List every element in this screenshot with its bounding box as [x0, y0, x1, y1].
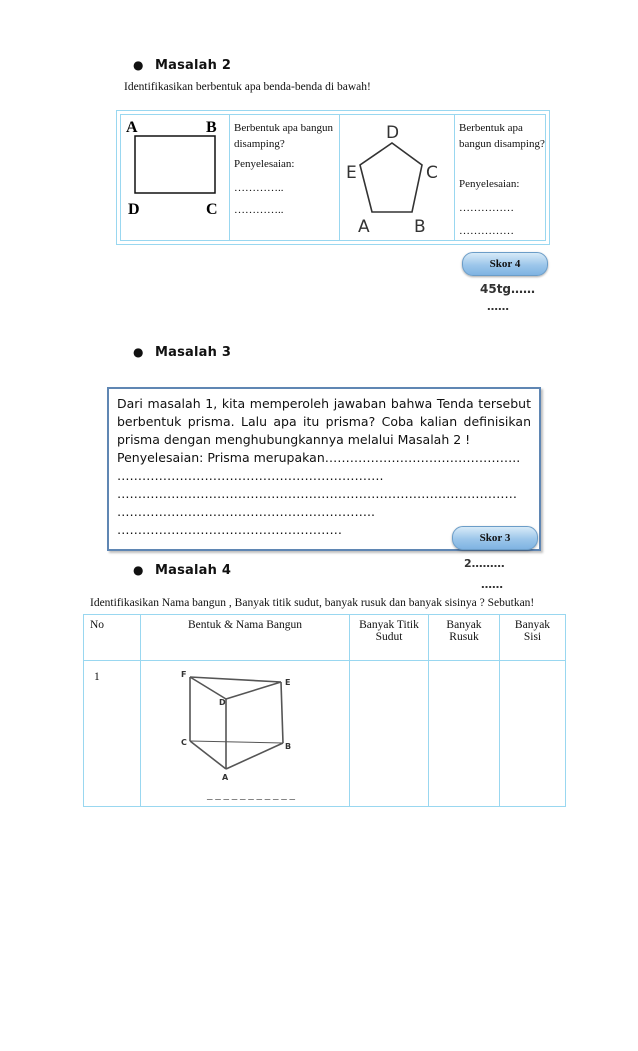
masalah3-text: Dari masalah 1, kita memperoleh jawaban bahwa Tenda tersebut berbentuk prisma. Lalu apa itu prisma? Coba kalian definisikan prisma dengan menghubungkannya melalui Masalah 2 !: [117, 396, 531, 447]
header-rusuk: Banyak Rusuk: [429, 615, 500, 661]
table-row: [84, 661, 566, 807]
label-d: D: [386, 123, 400, 143]
masalah4-table: [83, 614, 566, 807]
bullet-icon: ●: [133, 563, 144, 577]
label-e: E: [346, 163, 357, 183]
left-dots: …………..: [234, 204, 284, 216]
rectangle-figure: [122, 116, 226, 220]
label-c: C: [181, 738, 187, 747]
label-d: D: [219, 698, 226, 707]
masalah2-heading: ● Masalah 2: [133, 58, 232, 73]
right-dots: ……………: [459, 225, 514, 237]
score-note-2: ……: [487, 300, 509, 313]
pentagon-figure: [344, 118, 448, 236]
header-titik-sudut: Banyak Titik Sudut: [350, 615, 429, 661]
header-sisi: Banyak Sisi: [500, 615, 566, 661]
header-bentuk: Bentuk & Nama Bangun: [141, 615, 350, 661]
label-a: A: [358, 217, 370, 236]
rectangle-shape: [135, 136, 215, 193]
label-a: A: [126, 119, 138, 136]
score-note-2: ……: [481, 578, 503, 591]
answer-dots: ……………………………………………………..: [117, 504, 375, 519]
name-blank-line: _ _ _ _ _ _ _ _ _ _ _: [207, 789, 295, 801]
masalah3-heading: ● Masalah 3: [133, 345, 232, 360]
score-badge: Skor 4: [462, 252, 548, 276]
label-f: F: [181, 670, 187, 679]
divider: [229, 114, 230, 240]
header-no: No: [84, 615, 141, 661]
masalah2-instruction: Identifikasikan berbentuk apa benda-benda di bawah!: [124, 81, 371, 93]
label-c: C: [206, 201, 218, 218]
answer-cell[interactable]: [350, 661, 429, 807]
prism-figure: [181, 667, 311, 787]
bullet-icon: ●: [133, 58, 144, 72]
right-question: Berbentuk apa bangun disamping?: [459, 122, 545, 150]
masalah4-instruction: Identifikasikan Nama bangun , Banyak titik sudut, banyak rusuk dan banyak sisinya ? Sebutkan!: [90, 597, 535, 609]
masalah4-heading: ● Masalah 4: [133, 563, 232, 578]
left-answer-label: Penyelesaian:: [234, 158, 295, 170]
pentagon-shape: [360, 143, 422, 212]
answer-dots: ……………………………………………………….: [117, 468, 384, 483]
label-b: B: [414, 217, 426, 236]
row-number: 1: [84, 661, 141, 807]
label-e: E: [285, 678, 291, 687]
score-note: 45tg……: [480, 282, 536, 296]
answer-cell[interactable]: [429, 661, 500, 807]
shape-cell: [141, 661, 350, 807]
score-note: 2………: [464, 557, 505, 570]
label-d: D: [128, 201, 140, 218]
label-b: B: [206, 119, 217, 136]
table-header-row: [84, 615, 566, 661]
divider: [454, 114, 455, 240]
score-badge: Skor 3: [452, 526, 538, 550]
label-b: B: [285, 742, 292, 751]
bullet-icon: ●: [133, 345, 144, 359]
divider: [339, 114, 340, 240]
answer-cell[interactable]: [500, 661, 566, 807]
masalah3-answer: Penyelesaian: Prisma merupakan………………………………………..: [117, 450, 521, 465]
left-question: Berbentuk apa bangun disamping?: [234, 122, 333, 150]
label-a: A: [222, 773, 229, 782]
label-c: C: [426, 163, 438, 183]
answer-dots: ……………………………………………………………………………………: [117, 486, 517, 501]
left-dots: …………..: [234, 182, 284, 194]
right-answer-label: Penyelesaian:: [459, 178, 520, 190]
answer-dots: ………………………………………………: [117, 522, 342, 537]
right-dots: ……………: [459, 202, 514, 214]
